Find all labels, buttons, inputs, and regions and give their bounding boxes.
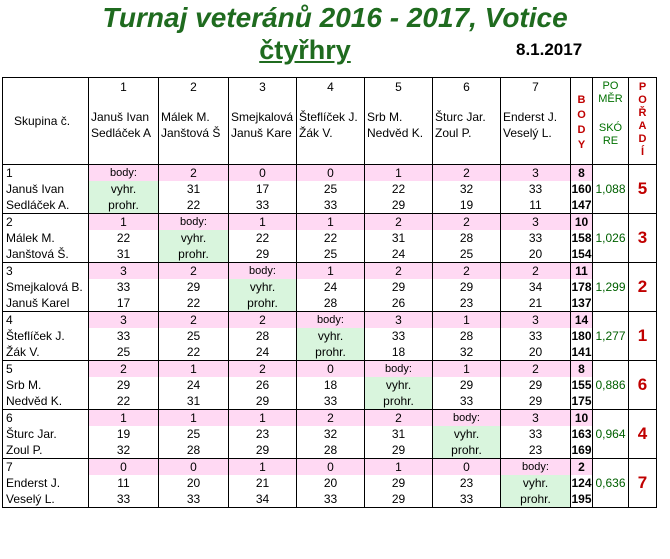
match-points: 0 <box>229 165 297 182</box>
team-number: 1 <box>3 165 89 182</box>
match-points: 0 <box>297 459 365 476</box>
score-for: 25 <box>159 328 229 344</box>
team-column-header <box>501 78 571 165</box>
player2-name: Januš Karel <box>3 295 89 312</box>
team-column-player2: Nedvěd K. <box>367 126 424 140</box>
score-against: 22 <box>159 197 229 214</box>
body-header-letter: O <box>577 109 586 121</box>
team-row-scored <box>3 475 657 491</box>
score-for: 19 <box>89 426 159 442</box>
match-points: 3 <box>501 214 571 231</box>
score-for: 33 <box>89 328 159 344</box>
team-column-player1: Enderst J. <box>503 110 558 124</box>
team-column-player1: Šteflíček J. <box>299 110 358 124</box>
team-column-player1: Srb M. <box>367 110 403 124</box>
score-against: 33 <box>229 197 297 214</box>
match-points: 2 <box>433 165 501 182</box>
score-against: 29 <box>365 442 433 459</box>
match-points: 1 <box>89 410 159 427</box>
match-points: 2 <box>365 214 433 231</box>
match-points: 2 <box>159 165 229 182</box>
team-column-header <box>229 78 297 165</box>
player2-name: Zoul P. <box>3 442 89 459</box>
score-for: 31 <box>365 230 433 246</box>
score-against: 21 <box>501 295 571 312</box>
total-scored: 160 <box>571 182 592 196</box>
match-points: 1 <box>89 214 159 231</box>
rank-header-letter: P <box>638 81 647 93</box>
score-for: 17 <box>229 181 297 197</box>
score-for: 22 <box>297 230 365 246</box>
score-against: 33 <box>159 491 229 508</box>
score-against: 33 <box>297 491 365 508</box>
team-column-number: 3 <box>259 80 266 94</box>
match-points: 1 <box>159 410 229 427</box>
team-column-number: 4 <box>327 80 334 94</box>
player2-name: Nedvěd K. <box>3 393 89 410</box>
score-for: 31 <box>365 426 433 442</box>
score-against: 22 <box>159 295 229 312</box>
body-label: body: <box>501 459 571 476</box>
match-points: 2 <box>159 263 229 280</box>
total-conceded: 175 <box>571 394 592 408</box>
match-points: 1 <box>365 459 433 476</box>
score-against: 20 <box>501 344 571 361</box>
body-label: body: <box>365 361 433 378</box>
score-for: 24 <box>159 377 229 393</box>
match-points: 2 <box>297 410 365 427</box>
team-row-points <box>3 263 657 280</box>
total-conceded: 195 <box>571 492 592 506</box>
win-label: vyhr. <box>297 328 365 344</box>
score-against: 11 <box>501 197 571 214</box>
player2-name: Janštová Š. <box>3 246 89 263</box>
lose-label: prohr. <box>501 491 571 508</box>
team-row-scored <box>3 181 657 197</box>
score-for: 18 <box>297 377 365 393</box>
score-against: 17 <box>89 295 159 312</box>
score-against: 33 <box>433 393 501 410</box>
score-ratio: 1,088 <box>593 165 629 214</box>
score-against: 29 <box>229 246 297 263</box>
team-row-conceded <box>3 393 657 410</box>
score-against: 33 <box>433 491 501 508</box>
team-row-conceded <box>3 246 657 263</box>
score-against: 18 <box>365 344 433 361</box>
score-for: 25 <box>297 181 365 197</box>
score-for: 23 <box>433 475 501 491</box>
score-against: 29 <box>229 442 297 459</box>
score-against: 20 <box>501 246 571 263</box>
score-for: 20 <box>159 475 229 491</box>
body-label: body: <box>297 312 365 329</box>
team-column-header <box>365 78 433 165</box>
match-points: 0 <box>297 165 365 182</box>
score-against: 22 <box>159 344 229 361</box>
score-for: 24 <box>297 279 365 295</box>
match-points: 3 <box>89 312 159 329</box>
match-points: 0 <box>159 459 229 476</box>
team-number: 4 <box>3 312 89 329</box>
player2-name: Veselý L. <box>3 491 89 508</box>
final-rank: 4 <box>629 410 657 459</box>
total-points: 14 <box>571 312 593 329</box>
match-points: 2 <box>229 361 297 378</box>
match-points: 1 <box>229 410 297 427</box>
score-for: 29 <box>89 377 159 393</box>
match-points: 0 <box>297 361 365 378</box>
score-against: 32 <box>89 442 159 459</box>
team-row-conceded <box>3 344 657 361</box>
team-row-points <box>3 459 657 476</box>
total-scored: 158 <box>571 231 592 245</box>
score-against: 31 <box>89 246 159 263</box>
total-scored: 163 <box>571 427 592 441</box>
team-column-player1: Januš Ivan <box>91 110 150 124</box>
score-for: 23 <box>229 426 297 442</box>
match-points: 2 <box>89 361 159 378</box>
player1-name: Šteflíček J. <box>3 328 89 344</box>
player1-name: Šturc Jar. <box>3 426 89 442</box>
player1-name: Srb M. <box>3 377 89 393</box>
match-points: 2 <box>433 263 501 280</box>
score-against: 29 <box>365 491 433 508</box>
final-rank: 6 <box>629 361 657 410</box>
score-against: 33 <box>89 491 159 508</box>
score-against: 29 <box>229 393 297 410</box>
score-against: 29 <box>365 197 433 214</box>
page-subtitle: čtyřhry <box>259 35 351 65</box>
score-against: 33 <box>297 393 365 410</box>
match-points: 2 <box>365 263 433 280</box>
team-column-number: 6 <box>463 80 470 94</box>
lose-label: prohr. <box>89 197 159 214</box>
team-column-player2: Sedláček A <box>91 126 152 140</box>
score-ratio: 1,277 <box>593 312 629 361</box>
team-row-scored <box>3 230 657 246</box>
body-header-letter: Y <box>577 139 586 151</box>
score-for: 29 <box>501 377 571 393</box>
score-against: 28 <box>297 295 365 312</box>
team-column-header <box>159 78 229 165</box>
match-points: 2 <box>433 214 501 231</box>
team-row-points <box>3 361 657 378</box>
score-against: 23 <box>433 295 501 312</box>
final-rank: 1 <box>629 312 657 361</box>
match-points: 1 <box>297 263 365 280</box>
score-for: 29 <box>365 475 433 491</box>
score-for: 28 <box>433 328 501 344</box>
match-points: 1 <box>433 361 501 378</box>
score-for: 20 <box>297 475 365 491</box>
rank-header-letter: D <box>638 133 647 145</box>
team-column-player2: Janštová Š <box>161 126 221 140</box>
team-row-scored <box>3 426 657 442</box>
team-row-conceded <box>3 295 657 312</box>
lose-label: prohr. <box>229 295 297 312</box>
body-header-letter: D <box>577 124 586 136</box>
final-rank: 3 <box>629 214 657 263</box>
final-rank: 5 <box>629 165 657 214</box>
body-label: body: <box>159 214 229 231</box>
team-row-conceded <box>3 442 657 459</box>
score-for: 28 <box>229 328 297 344</box>
score-against: 25 <box>297 246 365 263</box>
score-for: 34 <box>501 279 571 295</box>
rank-header-letter: Ř <box>638 107 647 119</box>
match-points: 3 <box>501 312 571 329</box>
final-rank: 7 <box>629 459 657 508</box>
score-for: 22 <box>89 230 159 246</box>
total-points: 8 <box>571 361 593 378</box>
team-column-player2: Zoul P. <box>435 126 472 140</box>
score-for: 29 <box>433 279 501 295</box>
score-against: 22 <box>89 393 159 410</box>
team-column-number: 2 <box>190 80 197 94</box>
score-against: 26 <box>365 295 433 312</box>
score-against: 33 <box>297 197 365 214</box>
score-for: 25 <box>159 426 229 442</box>
team-column-player2: Veselý L. <box>503 126 552 140</box>
match-points: 3 <box>365 312 433 329</box>
team-column-header <box>433 78 501 165</box>
score-against: 29 <box>501 393 571 410</box>
total-conceded: 154 <box>571 247 592 261</box>
score-against: 25 <box>433 246 501 263</box>
rank-header <box>629 78 657 165</box>
score-against: 31 <box>159 393 229 410</box>
body-header <box>571 78 593 165</box>
score-for: 33 <box>89 279 159 295</box>
player2-name: Žák V. <box>3 344 89 361</box>
score-for: 22 <box>365 181 433 197</box>
win-label: vyhr. <box>501 475 571 491</box>
match-points: 1 <box>229 214 297 231</box>
match-points: 1 <box>159 361 229 378</box>
match-points: 2 <box>501 263 571 280</box>
score-against: 24 <box>229 344 297 361</box>
team-row-scored <box>3 279 657 295</box>
win-label: vyhr. <box>229 279 297 295</box>
page-title: Turnaj veteránů 2016 - 2017, Votice <box>102 2 568 33</box>
match-points: 2 <box>501 361 571 378</box>
score-against: 28 <box>297 442 365 459</box>
team-column-header <box>89 78 159 165</box>
match-points: 2 <box>229 312 297 329</box>
team-row-conceded <box>3 491 657 508</box>
team-row-points <box>3 410 657 427</box>
team-row-points <box>3 214 657 231</box>
score-against: 24 <box>365 246 433 263</box>
total-points: 10 <box>571 214 593 231</box>
team-column-player2: Januš Kare <box>231 126 292 140</box>
win-label: vyhr. <box>433 426 501 442</box>
lose-label: prohr. <box>365 393 433 410</box>
score-for: 22 <box>229 230 297 246</box>
total-points: 10 <box>571 410 593 427</box>
score-for: 33 <box>501 426 571 442</box>
results-table <box>2 77 657 508</box>
ratio-header-label: PO MĚR <box>598 80 623 105</box>
team-number: 7 <box>3 459 89 476</box>
score-for: 29 <box>159 279 229 295</box>
score-ratio: 1,299 <box>593 263 629 312</box>
team-number: 3 <box>3 263 89 280</box>
score-for: 28 <box>433 230 501 246</box>
team-column-player1: Smejkalová <box>231 110 294 124</box>
score-for: 21 <box>229 475 297 491</box>
match-points: 2 <box>159 312 229 329</box>
team-row-scored <box>3 328 657 344</box>
win-label: vyhr. <box>159 230 229 246</box>
score-for: 29 <box>433 377 501 393</box>
match-points: 0 <box>89 459 159 476</box>
match-points: 1 <box>229 459 297 476</box>
lose-label: prohr. <box>159 246 229 263</box>
total-scored: 155 <box>571 378 592 392</box>
total-conceded: 147 <box>571 198 592 212</box>
score-ratio: 0,886 <box>593 361 629 410</box>
team-column-number: 5 <box>395 80 402 94</box>
score-for: 32 <box>297 426 365 442</box>
score-against: 25 <box>89 344 159 361</box>
tournament-date: 8.1.2017 <box>516 40 583 59</box>
win-label: vyhr. <box>365 377 433 393</box>
score-ratio: 0,636 <box>593 459 629 508</box>
match-points: 1 <box>365 165 433 182</box>
team-column-player2: Žák V. <box>299 126 333 140</box>
team-number: 2 <box>3 214 89 231</box>
team-row-scored <box>3 377 657 393</box>
total-conceded: 169 <box>571 443 592 457</box>
body-label: body: <box>433 410 501 427</box>
group-header-label: Skupina č. <box>14 114 71 128</box>
score-for: 11 <box>89 475 159 491</box>
team-row-points <box>3 312 657 329</box>
group-header <box>3 78 89 165</box>
team-number: 5 <box>3 361 89 378</box>
match-points: 1 <box>297 214 365 231</box>
match-points: 2 <box>365 410 433 427</box>
rank-header-letter: A <box>638 120 647 132</box>
total-points: 8 <box>571 165 593 182</box>
score-against: 32 <box>433 344 501 361</box>
match-points: 3 <box>501 165 571 182</box>
score-against: 28 <box>159 442 229 459</box>
total-points: 11 <box>571 263 593 280</box>
match-points: 3 <box>89 263 159 280</box>
score-ratio: 0,964 <box>593 410 629 459</box>
total-conceded: 141 <box>571 345 592 359</box>
total-scored: 124 <box>571 476 592 490</box>
body-header-letter: B <box>577 94 586 106</box>
match-points: 0 <box>433 459 501 476</box>
score-ratio: 1,026 <box>593 214 629 263</box>
score-header-label: SKÓ RE <box>598 122 623 147</box>
score-for: 33 <box>501 181 571 197</box>
match-points: 3 <box>501 410 571 427</box>
rank-header-letter: O <box>638 94 647 106</box>
ratio-header <box>593 78 629 165</box>
total-conceded: 137 <box>571 296 592 310</box>
lose-label: prohr. <box>297 344 365 361</box>
team-row-conceded <box>3 197 657 214</box>
score-for: 31 <box>159 181 229 197</box>
score-for: 29 <box>365 279 433 295</box>
total-points: 2 <box>571 459 593 476</box>
rank-header-letter: Í <box>640 146 645 158</box>
match-points: 1 <box>433 312 501 329</box>
total-scored: 178 <box>571 280 592 294</box>
team-column-player1: Šturc Jar. <box>435 110 486 124</box>
team-column-player1: Málek M. <box>161 110 210 124</box>
lose-label: prohr. <box>433 442 501 459</box>
team-column-header <box>297 78 365 165</box>
player2-name: Sedláček A. <box>3 197 89 214</box>
total-scored: 180 <box>571 329 592 343</box>
body-label: body: <box>89 165 159 182</box>
player1-name: Smejkalová B. <box>3 279 89 295</box>
player1-name: Januš Ivan <box>3 181 89 197</box>
score-for: 32 <box>433 181 501 197</box>
team-column-number: 1 <box>120 80 127 94</box>
score-against: 23 <box>501 442 571 459</box>
player1-name: Enderst J. <box>3 475 89 491</box>
score-against: 19 <box>433 197 501 214</box>
body-label: body: <box>229 263 297 280</box>
score-for: 33 <box>501 230 571 246</box>
score-for: 26 <box>229 377 297 393</box>
win-label: vyhr. <box>89 181 159 197</box>
team-column-number: 7 <box>532 80 539 94</box>
team-number: 6 <box>3 410 89 427</box>
score-for: 33 <box>501 328 571 344</box>
team-row-points <box>3 165 657 182</box>
final-rank: 2 <box>629 263 657 312</box>
score-against: 34 <box>229 491 297 508</box>
player1-name: Málek M. <box>3 230 89 246</box>
score-for: 33 <box>365 328 433 344</box>
